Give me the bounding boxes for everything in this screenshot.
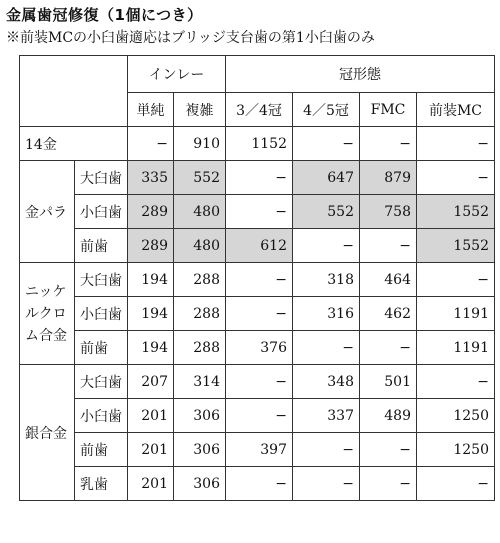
cell-value: 1191 [417,331,495,365]
metal-label-14k: 14金 [20,127,128,161]
cell-value: 207 [128,365,174,399]
tooth-label: 前歯 [75,433,128,467]
cell-value: 480 [174,195,226,229]
cell-value: 288 [174,297,226,331]
table-row-gin-shokyu [20,399,495,433]
cell-value: 489 [360,399,417,433]
metal-label-nickel [20,263,75,365]
cell-value: − [360,331,417,365]
header-corner [20,56,128,127]
cell-value: − [293,433,360,467]
cell-value: − [360,467,417,501]
cell-value: 552 [293,195,360,229]
tooth-label: 乳歯 [75,467,128,501]
cell-value: 1250 [417,433,495,467]
header-tanjun: 単純 [128,93,174,127]
cell-value: 288 [174,263,226,297]
cell-value: − [360,433,417,467]
metal-label-line: ム合金 [25,327,67,344]
tooth-label: 大臼歯 [75,161,128,195]
cell-value: 910 [174,127,226,161]
cell-value: − [360,229,417,263]
page-title: 金属歯冠修復（1個につき） [6,6,203,24]
page-subtitle: ※前装MCの小臼歯適応はブリッジ支台歯の第1小臼歯のみ [6,30,375,46]
cell-value: 288 [174,331,226,365]
cell-value: − [226,263,293,297]
cell-value: 348 [293,365,360,399]
tooth-label: 小臼歯 [75,195,128,229]
cell-value: 201 [128,467,174,501]
cell-value: 879 [360,161,417,195]
header-fukuzatsu: 複雑 [174,93,226,127]
cell-value: 464 [360,263,417,297]
price-table [19,55,495,501]
cell-value: 1552 [417,195,495,229]
cell-value: − [293,331,360,365]
table-row-nickel-zenshi [20,331,495,365]
tooth-label: 前歯 [75,229,128,263]
cell-value: − [293,229,360,263]
metal-label-gin: 銀合金 [20,365,75,501]
cell-value: 480 [174,229,226,263]
cell-value: − [128,127,174,161]
cell-value: 758 [360,195,417,229]
tooth-label: 小臼歯 [75,297,128,331]
cell-value: − [417,365,495,399]
metal-label-line: ニッケ [25,283,67,300]
table-row-gin-daikyu [20,365,495,399]
header-crown: 冠形態 [226,56,495,93]
metal-label-line: ルクロ [25,305,67,322]
table-row-gin-nyushi [20,467,495,501]
tooth-label: 大臼歯 [75,263,128,297]
cell-value: 501 [360,365,417,399]
cell-value: 647 [293,161,360,195]
tooth-label: 小臼歯 [75,399,128,433]
tooth-label: 大臼歯 [75,365,128,399]
metal-label-para: 金パラ [20,161,75,263]
cell-value: 314 [174,365,226,399]
cell-value: − [417,263,495,297]
cell-value: 397 [226,433,293,467]
cell-value: − [417,127,495,161]
header-fmc: FMC [360,93,417,127]
cell-value: 201 [128,399,174,433]
cell-value: 376 [226,331,293,365]
cell-value: 316 [293,297,360,331]
cell-value: − [293,127,360,161]
table-row-nickel-daikyu [20,263,495,297]
table-row-para-shokyu [20,195,495,229]
header-inlay: インレー [128,56,226,93]
cell-value: 306 [174,399,226,433]
header-c45: 4／5冠 [293,93,360,127]
cell-value: 1552 [417,229,495,263]
cell-value: − [293,467,360,501]
table-row-para-zenshi [20,229,495,263]
cell-value: 612 [226,229,293,263]
cell-value: − [360,127,417,161]
cell-value: − [417,467,495,501]
cell-value: 318 [293,263,360,297]
cell-value: 335 [128,161,174,195]
cell-value: 194 [128,263,174,297]
table-row-gin-zenshi [20,433,495,467]
cell-value: 194 [128,297,174,331]
header-c34: 3／4冠 [226,93,293,127]
cell-value: − [417,161,495,195]
cell-value: − [226,161,293,195]
cell-value: 1152 [226,127,293,161]
cell-value: 1250 [417,399,495,433]
cell-value: 1191 [417,297,495,331]
cell-value: 289 [128,229,174,263]
cell-value: − [226,297,293,331]
cell-value: 201 [128,433,174,467]
table-row-14k [20,127,495,161]
header-row-1 [20,56,495,93]
header-zenso: 前装MC [417,93,495,127]
cell-value: 462 [360,297,417,331]
cell-value: 306 [174,467,226,501]
cell-value: − [226,467,293,501]
cell-value: − [226,195,293,229]
cell-value: 552 [174,161,226,195]
cell-value: − [226,399,293,433]
tooth-label: 前歯 [75,331,128,365]
table-row-nickel-shokyu [20,297,495,331]
cell-value: − [226,365,293,399]
cell-value: 306 [174,433,226,467]
cell-value: 289 [128,195,174,229]
cell-value: 194 [128,331,174,365]
table-row-para-daikyu [20,161,495,195]
cell-value: 337 [293,399,360,433]
